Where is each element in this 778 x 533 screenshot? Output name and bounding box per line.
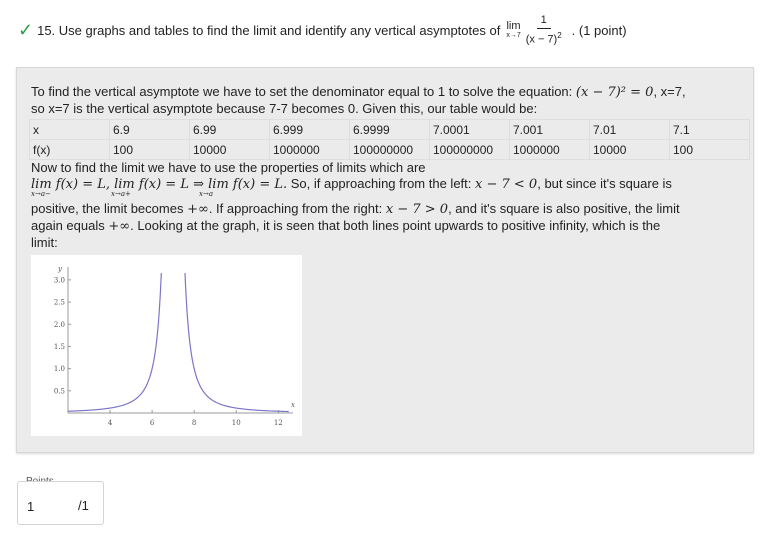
y-tick-label: 1.0 [53,365,65,374]
answer-panel [16,67,754,453]
table-cell: x [30,120,110,140]
table-cell: 10000 [590,140,670,160]
left-inequality: x − 7 < 0 [475,177,538,192]
denominator-exponent: 2 [557,31,562,41]
table-row [30,120,750,140]
right-inequality: x − 7 > 0 [385,202,449,217]
table-cell: f(x) [30,140,110,160]
table-cell: 100 [670,140,750,160]
table-cell: 1000000 [510,140,590,160]
limit-properties: lim f(x) = L, lim f(x) = L ⇒ lim f(x) = L. [31,177,288,192]
answer-line-6 [31,217,660,235]
values-table [29,119,750,160]
denominator-base: (x − 7) [525,33,558,46]
table-cell: 100000000 [430,140,510,160]
table-cell: 10000 [190,140,270,160]
infinity-symbol: +∞ [187,202,209,217]
question-text: Use graphs and tables to find the limit and identify any vertical asymptotes of [58,22,501,38]
x-tick-label: 8 [191,419,197,427]
text-segment: , and it's square is also positive, the limit [448,201,680,216]
x-tick-label: 10 [231,419,241,427]
y-tick-label: 3.0 [53,276,65,285]
limit-subscript: x→7 [506,32,521,39]
points-total: /1 [78,498,89,513]
text-segment: positive, the limit becomes [31,201,184,216]
question-points: . (1 point) [571,22,627,38]
table-cell: 6.99 [190,120,270,140]
left-approach-text: So, if approaching from the left: [290,176,472,191]
y-tick-label: 0.5 [53,387,65,396]
graph-svg [31,255,302,436]
table-cell: 7.001 [510,120,590,140]
table-cell: 7.0001 [430,120,510,140]
checkmark-icon: ✓ [18,20,34,40]
infinity-symbol: +∞ [108,219,131,234]
table-cell: 6.9999 [350,120,430,140]
text-segment: . Looking at the graph, it is seen that both lines point upwards to positive infinity, which is the [130,218,661,233]
table-cell: 6.999 [270,120,350,140]
subscript-left: x→a− [31,190,51,198]
limit-subscripts [31,190,213,199]
fraction-numerator: 1 [537,14,551,29]
limit-word: lim [506,20,521,32]
question-header [18,10,627,50]
table-cell: 7.1 [670,120,750,140]
subscript-right: x→a+ [111,190,131,198]
y-tick-label: 2.5 [53,298,65,307]
subscript-both: x→a [199,190,213,198]
x-tick-label: 4 [107,419,113,427]
table-row [30,140,750,160]
left-approach-end: , but since it's square is [537,176,672,191]
x-tick-label: 6 [149,419,155,427]
answer-line-3: Now to find the limit we have to use the properties of limits which are [31,160,426,175]
x-axis-label: x [291,401,295,409]
curve-branch-right [179,255,288,412]
limit-notation [506,21,520,39]
y-tick-label: 1.5 [53,342,65,351]
y-axis-label: y [58,265,62,273]
answer-line-7: limit: [31,235,58,250]
fraction-denominator [526,29,562,46]
table-cell: 6.9 [110,120,190,140]
table-cell: 100 [110,140,190,160]
points-box [17,481,104,525]
table-cell: 100000000 [350,140,430,160]
fraction [526,14,562,46]
text-segment: . If approaching from the right: [208,201,383,216]
answer-line-1 [31,83,686,101]
text-segment: again equals [31,218,105,233]
answer-intro: To find the vertical asymptote we have to set the denominator equal to 1 to solve the equation: [31,84,573,99]
answer-line-2: so x=7 is the vertical asymptote because 7-7 becomes 0. Given this, our table would be: [31,101,538,116]
table-cell: 1000000 [270,140,350,160]
question-number: 15. [37,22,56,38]
function-graph [31,255,302,436]
answer-intro-end: , x=7, [653,84,686,99]
answer-line-5 [31,200,680,218]
x-tick-label: 12 [273,419,283,427]
table-cell: 7.01 [590,120,670,140]
points-value: 1 [27,499,35,514]
curve-branch-left [68,255,167,411]
equation-denominator-zero: (x − 7)² = 0 [575,85,654,100]
y-tick-label: 2.0 [53,320,65,329]
